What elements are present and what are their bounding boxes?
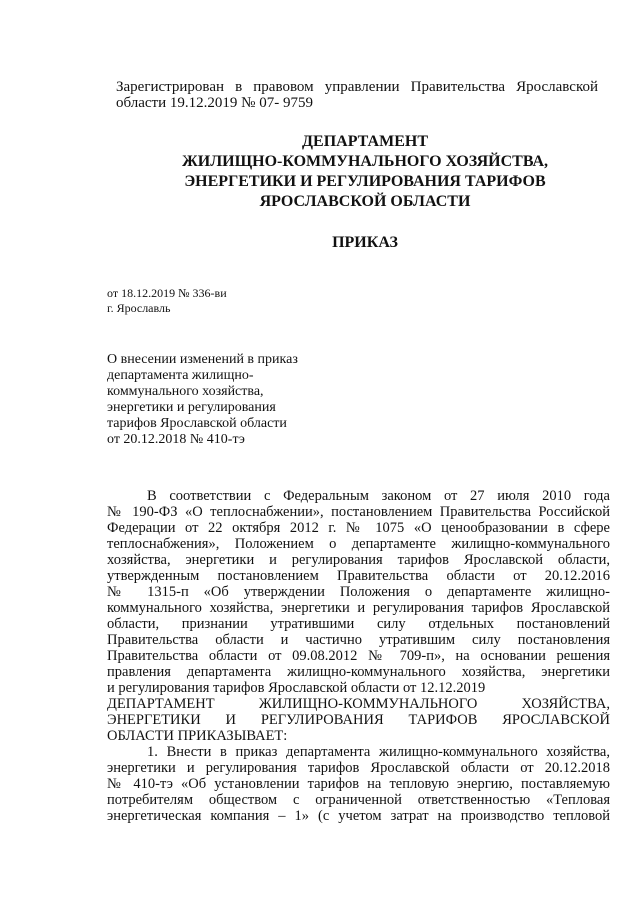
body-line-7: № 1315-п «Об утверждении Положения о департаменте жилищно- [107, 584, 610, 600]
body-line-21: энергетическая компания – 1» (с учетом затрат на производство тепловой [107, 808, 610, 824]
body-line-16: ОБЛАСТИ ПРИКАЗЫВАЕТ: [107, 728, 288, 744]
order-date-number: от 18.12.2019 № 336-ви [107, 286, 227, 300]
body-line-17: 1. Внести в приказ департамента жилищно-коммунального хозяйства, [147, 744, 610, 760]
body-line-11: Правительства области от 09.08.2012 № 709-п», на основании решения [107, 648, 610, 664]
body-line-18: энергетики и регулирования тарифов Ярославской области от 20.12.2018 [107, 760, 610, 776]
department-header [130, 132, 600, 212]
body-line-9: области, признании утратившими силу отдельных постановлений [107, 616, 610, 632]
order-city: г. Ярославль [107, 301, 171, 315]
body-line-15: ЭНЕРГЕТИКИ И РЕГУЛИРОВАНИЯ ТАРИФОВ ЯРОСЛАВСКОЙ [107, 712, 610, 728]
body-line-1: В соответствии с Федеральным законом от 27 июля 2010 года [147, 488, 610, 504]
body-line-4: теплоснабжения», Положением о департаменте жилищно-коммунального [107, 536, 610, 552]
subject-line-1: О внесении изменений в приказ [107, 352, 298, 367]
body-line-8: коммунального хозяйства, энергетики и регулирования тарифов Ярославской [107, 600, 610, 616]
subject-line-3: коммунального хозяйства, [107, 384, 264, 399]
order-title: ПРИКАЗ [332, 234, 398, 251]
header-line-3: ЭНЕРГЕТИКИ И РЕГУЛИРОВАНИЯ ТАРИФОВ [184, 173, 546, 190]
body-line-20: потребителям обществом с ограниченной ответственностью «Тепловая [107, 792, 610, 808]
header-line-1: ДЕПАРТАМЕНТ [302, 133, 428, 150]
body-line-14: ДЕПАРТАМЕНТ ЖИЛИЩНО-КОММУНАЛЬНОГО ХОЗЯЙСТВА, [107, 696, 610, 712]
subject-line-5: тарифов Ярославской области [107, 416, 287, 431]
registration-line-2: области 19.12.2019 № 07- 9759 [116, 95, 313, 111]
order-subject [107, 352, 347, 448]
body-line-19: № 410-тэ «Об установлении тарифов на тепловую энергию, поставляемую [107, 776, 610, 792]
subject-line-2: департамента жилищно- [107, 368, 254, 383]
body-line-2: № 190-ФЗ «О теплоснабжении», постановлением Правительства Российской [107, 504, 610, 520]
order-meta [107, 286, 227, 316]
registration-note [116, 78, 598, 112]
body-line-10: Правительства области и частично утратившим силу постановления [107, 632, 610, 648]
body-line-13: и регулирования тарифов Ярославской области от 12.12.2019 [107, 680, 486, 696]
body-line-3: Федерации от 22 октября 2012 г. № 1075 «О ценообразовании в сфере [107, 520, 610, 536]
subject-line-4: энергетики и регулирования [107, 400, 276, 415]
order-body [107, 488, 610, 824]
header-line-4: ЯРОСЛАВСКОЙ ОБЛАСТИ [259, 193, 471, 210]
registration-line-1: Зарегистрирован в правовом управлении Правительства Ярославской [116, 79, 598, 94]
header-line-2: ЖИЛИЩНО-КОММУНАЛЬНОГО ХОЗЯЙСТВА, [181, 153, 549, 170]
body-line-6: утвержденным постановлением Правительства области от 20.12.2016 [107, 568, 610, 584]
body-line-5: хозяйства, энергетики и регулирования тарифов Ярославской области, [107, 552, 610, 568]
subject-line-6: от 20.12.2018 № 410-тэ [107, 432, 245, 447]
body-line-12: правления департамента жилищно-коммунального хозяйства, энергетики [107, 664, 610, 680]
